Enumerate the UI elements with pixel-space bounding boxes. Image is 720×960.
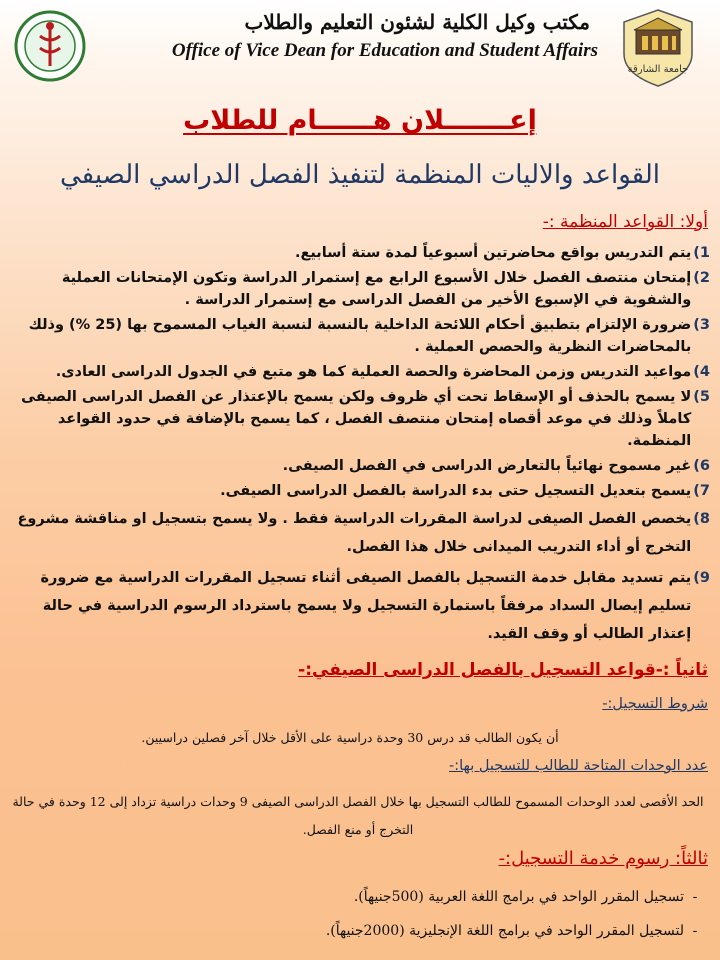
university-logo-icon <box>622 8 694 88</box>
rule-text: يتم تسديد مقابل خدمة التسجيل بالفصل الصيفى أثناء تسجيل المقررات الدراسية مع ضرورة تسليم إيصال السداد مرفقاً باستمارة التسجيل ولا يسمح باسترداد الرسوم الدراسية في حالة إعتذار الطالب أو وقف القيد. <box>40 570 692 642</box>
announcement-subtitle: القواعد والاليات المنظمة لتنفيذ الفصل الدراسي الصيفي <box>60 160 660 190</box>
rule-text: إمتحان منتصف الفصل خلال الأسبوع الرابع مع إستمرار الدراسة وتكون الإمتحانات العملية والشفوية في الإسبوع الأخير من الفصل الدراسى مع إستمرار الدراسة . <box>61 270 692 308</box>
rule-item-7 <box>8 480 710 502</box>
rule-number: 5) <box>693 389 710 405</box>
fees-list <box>326 880 706 948</box>
rule-item-8 <box>8 505 710 561</box>
rule-item-9 <box>8 564 710 648</box>
rule-text: غير مسموح نهائياً بالتعارض الدراسى في الفصل الصيفى. <box>282 458 692 474</box>
section-rules-heading: أولا: القواعد المنظمة :- <box>542 212 708 232</box>
rule-item-4 <box>8 361 710 383</box>
announcement-title: إعـــــــلان هــــــام للطلاب <box>183 105 537 136</box>
rule-text: لا يسمح بالحذف أو الإسقاط تحت أي ظروف ولكن يسمح بالإعتذار عن الفصل الدراسى الصيفى كاملاً وذلك في موعد أقصاه إمتحان منتصف الفصل ، كما يسمح بالإضافة في حدود القواعد المنظمة. <box>21 389 692 449</box>
rule-item-6 <box>8 455 710 477</box>
registration-conditions-heading: شروط التسجيل:- <box>602 696 708 712</box>
rule-item-3 <box>8 314 710 358</box>
fee-item-english <box>326 914 706 948</box>
rule-number: 1) <box>693 245 710 261</box>
rule-number: 2) <box>693 270 710 286</box>
office-english-title: Office of Vice Dean for Education and Student Affairs <box>171 40 598 61</box>
office-arabic-title: مكتب وكيل الكلية لشئون التعليم والطلاب <box>244 10 590 34</box>
rules-list <box>8 242 710 651</box>
fee-dash: - <box>692 923 698 939</box>
rule-item-2 <box>8 267 710 311</box>
rule-text: ضرورة الإلتزام بتطبيق أحكام اللائحة الداخلية بالنسبة لنسبة الغياب المسموح بها (25 %) وذلك بالمحاضرات النظرية والحصص العملية . <box>28 317 692 355</box>
rule-text: يسمح بتعديل التسجيل حتى بدء الدراسة بالفصل الدراسى الصيفى. <box>220 483 692 499</box>
rule-number: 4) <box>693 364 710 380</box>
fee-text: تسجيل المقرر الواحد في برامج اللغة العربية (500جنيهاً). <box>353 889 684 905</box>
available-units-text: الحد الأقصى لعدد الوحدات المسموح للطالب التسجيل بها خلال الفصل الدراسى الصيفى 9 وحدات دراسية تزداد إلى 12 وحدة في حالة التخرج أو منع الفصل. <box>12 794 704 837</box>
registration-conditions-text: أن يكون الطالب قد درس 30 وحدة دراسية على الأقل خلال آخر فصلين دراسيين. <box>141 730 559 745</box>
rule-number: 8) <box>693 511 710 527</box>
faculty-seal-icon <box>14 10 86 82</box>
rule-item-5 <box>8 386 710 452</box>
available-units-heading: عدد الوحدات المتاحة للطالب للتسجيل بها:- <box>448 758 708 774</box>
rule-item-1 <box>8 242 710 264</box>
section-fees-heading: ثالثاً: رسوم خدمة التسجيل:- <box>498 848 708 869</box>
rule-text: يخصص الفصل الصيفى لدراسة المقررات الدراسية فقط . ولا يسمح بتسجيل او مناقشة مشروع التخرج أو أداء التدريب الميدانى خلال هذا الفصل. <box>17 511 692 555</box>
rule-number: 7) <box>693 483 710 499</box>
rule-number: 6) <box>693 458 710 474</box>
university-logo-text: جامعة الشارقة <box>627 64 689 75</box>
rule-text: مواعيد التدريس وزمن المحاضرة والحصة العملية كما هو متبع في الجدول الدراسى العادى. <box>55 364 692 380</box>
fee-text: لتسجيل المقرر الواحد في برامج اللغة الإنجليزية (2000جنيهاً). <box>325 923 684 939</box>
rule-text: يتم التدريس بواقع محاضرتين أسبوعياً لمدة ستة أسابيع. <box>294 245 692 261</box>
fee-dash: - <box>692 889 698 905</box>
fee-item-arabic <box>326 880 706 914</box>
rule-number: 3) <box>693 317 710 333</box>
rule-number: 9) <box>693 570 710 586</box>
section-registration-heading: ثانياً :-قواعد التسجيل بالفصل الدراسى الصيفي:- <box>298 660 708 680</box>
